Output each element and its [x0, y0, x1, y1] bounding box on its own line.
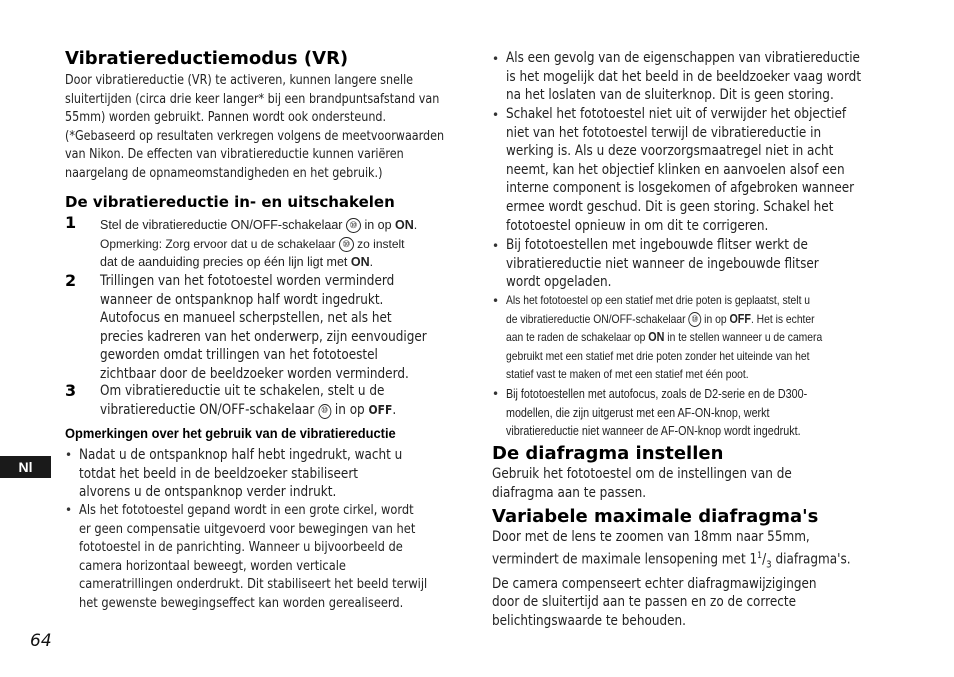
vr-heading: Vibratiereductiemodus (VR): [65, 48, 349, 69]
note-off: OFF: [729, 311, 751, 326]
step-3-off: OFF: [368, 401, 393, 417]
note-line-b: in te stellen wanneer u de camera: [667, 330, 823, 345]
bullet-icon: •: [492, 294, 500, 308]
fraction-denominator: 3: [766, 559, 772, 571]
note-line: Schakel het fototoestel niet uit of verwijder het objectief: [506, 106, 847, 122]
note-line: ermee wordt geschud. Dit is geen storing. Schakel het: [506, 198, 834, 215]
switch-heading: De vibratiereductie in- en uitschakelen: [65, 193, 395, 211]
vr-intro-line: van Nikon. De effecten van vibratiereductie kunnen variëren: [65, 147, 404, 163]
step-3-line-b: in op: [334, 401, 365, 418]
vr-intro: [65, 72, 506, 184]
variable-line: door de sluitertijd aan te passen en zo de correcte: [492, 594, 797, 611]
step-3-line-a: vibratiereductie ON/OFF-schakelaar: [100, 401, 315, 418]
step-2-line: geworden omdat trillingen van het fototoestel: [100, 347, 378, 364]
vr-intro-line: sluitertijden (circa drie keer langer* bij een brandpuntsafstand van: [65, 91, 440, 107]
step-2-line: Trillingen van het fototoestel worden verminderd: [100, 273, 395, 289]
note-line: vibratiereductie niet wanneer de AF-ON-knop wordt ingedrukt.: [506, 424, 801, 439]
note-line: Als het fototoestel gepand wordt in een grote cirkel, wordt: [79, 503, 414, 518]
note-line: modellen, die zijn uitgerust met een AF-ON-knop, werkt: [506, 405, 770, 420]
note-line: Als het fototoestel op een statief met drie poten is geplaatst, stelt u: [506, 293, 811, 307]
step-number: 3: [65, 381, 77, 400]
aperture-text: [492, 465, 841, 502]
note-1: [79, 446, 455, 502]
vr-intro-line: naargelang de opnameomstandigheden en het gebruik.): [65, 165, 383, 181]
note-line: na het loslaten van de sluiterknop. Dit is geen storing.: [506, 87, 834, 104]
note-line: fototoestel in de panrichting. Wanneer u bijvoorbeeld de: [79, 540, 403, 556]
note-line: totdat het beeld in de beeldzoeker stabiliseert: [79, 465, 358, 482]
right-note-1: [506, 49, 919, 105]
language-tab: Nl: [0, 456, 51, 478]
aperture-line: diafragma aan te passen.: [492, 484, 647, 501]
step-number: 2: [65, 271, 77, 290]
variable-line: Door met de lens te zoomen van 18mm naar 55mm,: [492, 529, 810, 545]
bullet-icon: •: [492, 239, 500, 253]
note-line: niet van het fototoestel terwijl de vibratiereductie in: [506, 124, 822, 141]
note-line: camera horizontaal beweegt, worden verticale: [79, 558, 346, 574]
switch-number-icon: ⑩: [318, 404, 331, 419]
note-line: Nadat u de ontspanknop half hebt ingedrukt, wacht u: [79, 447, 403, 463]
notes-heading: Opmerkingen over het gebruik van de vibratiereductie: [65, 425, 396, 441]
note-line-a: aan te raden de schakelaar op: [506, 330, 646, 345]
note-line: wordt opgeladen.: [506, 274, 612, 291]
note-line: statief vast te maken of met een statief met één poot.: [506, 367, 749, 382]
note-2: [79, 502, 484, 614]
step-number: 1: [65, 213, 77, 232]
step-2-line: precies kadreren van het onderwerp, zijn eenvoudiger: [100, 328, 427, 345]
fraction-slash: /: [762, 551, 767, 568]
bullet-icon: •: [492, 387, 500, 401]
switch-number-icon: ⑩: [688, 312, 701, 327]
aperture-line: Gebruik het fototoestel om de instellingen van de: [492, 466, 792, 482]
note-line: er geen compensatie uitgevoerd voor bewegingen van het: [79, 521, 416, 537]
note-line: het gewenste bewegingseffect kan worden gerealiseerd.: [79, 595, 404, 611]
right-note-4: [506, 291, 874, 384]
note-line: vibratiereductie niet wanneer de ingebouwde flitser: [506, 255, 819, 272]
step-2-line: zichtbaar door de beeldzoeker worden verminderd.: [100, 365, 409, 382]
step-1-text: [100, 216, 417, 272]
step-3-text: [100, 382, 444, 419]
step-1-note-end: .: [369, 255, 374, 270]
bullet-icon: •: [492, 52, 500, 66]
note-line: is het mogelijk dat het beeld in de beeldzoeker vaag wordt: [506, 68, 862, 85]
step-2-line: wanneer de ontspanknop half wordt ingedrukt.: [100, 291, 384, 308]
step-2-line: Autofocus en manueel scherpstellen, net als het: [100, 310, 392, 327]
right-note-3: [506, 236, 870, 292]
note-line: alvorens u de ontspanknop verder indrukt.: [79, 484, 337, 501]
bullet-icon: •: [65, 503, 73, 517]
variable-line-a: vermindert de maximale lensopening met 1: [492, 551, 758, 568]
note-line-c: . Het is echter: [750, 311, 815, 326]
switch-number-icon: ⑩: [339, 237, 354, 252]
right-note-2: [506, 105, 911, 235]
variable-line: belichtingswaarde te behouden.: [492, 612, 686, 629]
variable-line-b: diafragma's.: [775, 551, 851, 568]
step-3-line: Om vibratiereductie uit te schakelen, stelt u de: [100, 383, 385, 399]
right-note-5: [506, 385, 856, 441]
bullet-icon: •: [492, 108, 500, 122]
note-line: Bij fototoestellen met autofocus, zoals de D2-serie en de D300-: [506, 387, 808, 401]
step-1-on: ON: [395, 218, 414, 232]
page-number: 64: [30, 631, 52, 651]
note-line: neemt, kan het objectief klinken en aanvoelen alsof een: [506, 161, 845, 178]
variable-text: [492, 528, 909, 630]
note-line: cameratrillingen onderdrukt. Dit stabiliseert het beeld terwijl: [79, 577, 428, 593]
step-1-note-c: dat de aanduiding precies op één lijn ligt met: [100, 255, 348, 270]
step-1-end: .: [413, 218, 418, 232]
vr-intro-line: (*Gebaseerd op resultaten verkregen volgens de meetvoorwaarden: [65, 128, 445, 144]
variable-line: De camera compenseert echter diafragmawijzigingen: [492, 575, 817, 592]
step-1-note-a: Opmerking: Zorg ervoor dat u de schakelaar: [100, 236, 336, 251]
step-2-text: [100, 272, 480, 384]
note-line: Bij fototoestellen met ingebouwde flitser werkt de: [506, 237, 808, 253]
step-1-note-on: ON: [350, 255, 370, 270]
note-line: Als een gevolg van de eigenschappen van vibratiereductie: [506, 50, 860, 66]
step-3-end: .: [392, 401, 397, 418]
switch-number-icon: ⑩: [346, 218, 361, 233]
variable-heading: Variabele maximale diafragma's: [492, 506, 819, 527]
vr-intro-line: 55mm) worden gebruikt. Pannen wordt ook ondersteund.: [65, 110, 387, 126]
note-line: gebruikt met een statief met drie poten zonder het uiteinde van het: [506, 348, 810, 363]
note-line: interne component is losgekomen of afgebroken wanneer: [506, 180, 855, 197]
note-line: werking is. Als u deze voorzorgsmaatregel niet in acht: [506, 143, 834, 160]
note-on: ON: [648, 330, 665, 345]
step-1-text-a: Stel de vibratiereductie ON/OFF-schakelaar: [100, 218, 343, 232]
note-line: fototoestel opnieuw in om dit te corrigeren.: [506, 217, 769, 234]
vr-intro-line: Door vibratiereductie (VR) te activeren, kunnen langere snelle: [65, 73, 414, 88]
aperture-heading: De diafragma instellen: [492, 443, 724, 464]
note-line-a: de vibratiereductie ON/OFF-schakelaar: [506, 311, 686, 326]
note-line-b: in op: [704, 311, 727, 326]
step-1-note-b: zo instelt: [357, 236, 405, 251]
fraction-numerator: 1: [757, 550, 763, 561]
bullet-icon: •: [65, 448, 73, 462]
step-1-text-b: in op: [364, 218, 392, 232]
